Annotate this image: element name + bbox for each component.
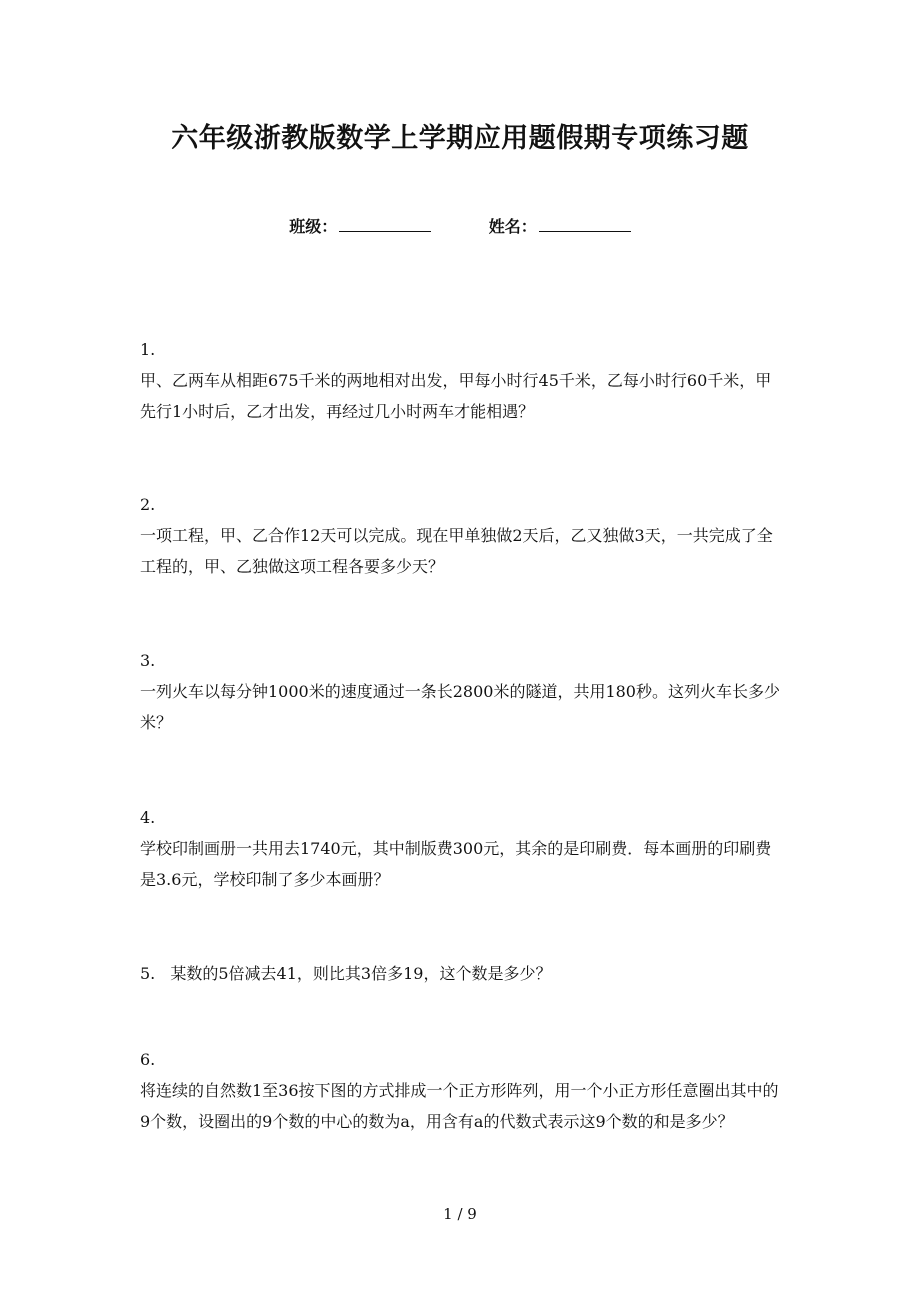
- question-text: 甲、乙两车从相距675千米的两地相对出发，甲每小时行45千米，乙每小时行60千米，甲先行1小时后，乙才出发，再经过几小时两车才能相遇？: [140, 371, 772, 421]
- question-number: 1.: [140, 340, 156, 359]
- question-3: [140, 645, 780, 738]
- question-5: [140, 958, 780, 989]
- class-label: 班级：: [289, 217, 338, 236]
- question-text: 一列火车以每分钟1000米的速度通过一条长2800米的隧道，共用180秒。这列火车长多少米？: [140, 682, 780, 732]
- question-number: 3.: [140, 651, 156, 670]
- page-title: 六年级浙教版数学上学期应用题假期专项练习题: [171, 123, 749, 154]
- name-label: 姓名：: [488, 217, 537, 236]
- name-field: [489, 214, 631, 237]
- page-indicator: 1 / 9: [443, 1205, 477, 1223]
- question-text: 学校印制画册一共用去1740元，其中制版费300元，其余的是印刷费．每本画册的印刷费是3.6元，学校印制了多少本画册？: [140, 839, 772, 889]
- question-text: 一项工程，甲、乙合作12天可以完成。现在甲单独做2天后，乙又独做3天，一共完成了全工程的，甲、乙独做这项工程各要多少天？: [140, 526, 773, 576]
- question-text: 某数的5倍减去41，则比其3倍多19，这个数是多少？: [170, 964, 552, 983]
- question-number: 6.: [140, 1050, 156, 1069]
- question-6: [140, 1044, 780, 1137]
- question-number: 5.: [140, 964, 156, 983]
- question-1: [140, 334, 780, 427]
- class-blank-line: [339, 217, 431, 232]
- class-field: [289, 214, 431, 237]
- question-text: 将连续的自然数1至36按下图的方式排成一个正方形阵列，用一个小正方形任意圈出其中的9个数，设圈出的9个数的中心的数为a，用含有a的代数式表示这9个数的和是多少？: [140, 1081, 779, 1131]
- question-4: [140, 802, 780, 895]
- student-info-row: [0, 214, 920, 237]
- question-2: [140, 489, 780, 582]
- question-number: 2.: [140, 495, 156, 514]
- name-blank-line: [539, 217, 631, 232]
- question-number: 4.: [140, 808, 156, 827]
